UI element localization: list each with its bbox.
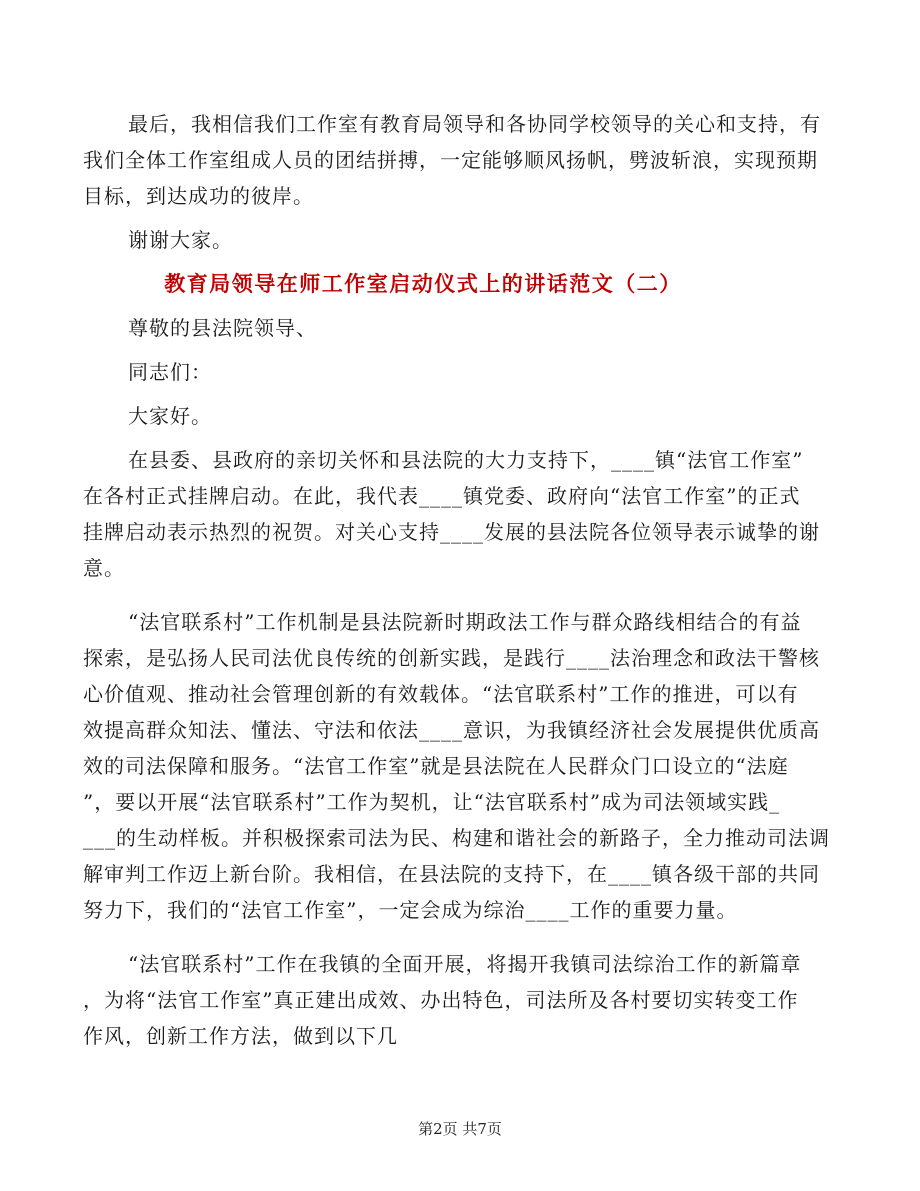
paragraph-requirements: [83, 946, 808, 1054]
text-line: ___的生动样板。并积极探索司法为民、构建和谐社会的新路子，全力推动司法调: [83, 826, 830, 850]
text-line: 效提高群众知法、懂法、守法和依法____意识，为我镇经济社会发展提供优质高: [83, 718, 820, 742]
text-line: “法官联系村”工作在我镇的全面开展，将揭开我镇司法综治工作的新篇章: [128, 952, 802, 976]
text-line: 挂牌启动表示热烈的祝贺。对关心支持____发展的县法院各位领导表示诚挚的谢: [83, 520, 820, 544]
text-line: 意。: [83, 556, 125, 580]
paragraph-closing-remarks: [83, 106, 821, 214]
section-title: 教育局领导在师工作室启动仪式上的讲话范文（二）: [164, 271, 682, 296]
greeting: 大家好。: [128, 404, 212, 428]
text-line: 解审判工作迈上新台阶。我相信，在县法院的支持下，在____镇各级干部的共同: [83, 862, 820, 886]
paragraph-mechanism: [83, 604, 830, 928]
text-line: 我们全体工作室组成人员的团结拼搏，一定能够顺风扬帆，劈波斩浪，实现预期: [83, 148, 818, 172]
text-line: 努力下，我们的“法官工作室”，一定会成为综治____工作的重要力量。: [83, 898, 738, 922]
text-line: 作风，创新工作方法，做到以下几: [83, 1024, 398, 1048]
text-line: 在各村正式挂牌启动。在此，我代表____镇党委、政府向“法官工作室”的正式: [83, 484, 801, 508]
text-line: 目标，到达成功的彼岸。: [83, 184, 314, 208]
text-line: 效的司法保障和服务。“法官工作室”就是县法院在人民群众门口设立的“法庭: [83, 754, 789, 778]
document-body: [83, 106, 830, 1054]
salutation-leaders: 尊敬的县法院领导、: [128, 316, 317, 340]
paragraph-launch: [83, 442, 820, 586]
text-line: ，为将“法官工作室”真正建出成效、办出特色，司法所及各村要切实转变工作: [83, 988, 799, 1012]
text-line: “法官联系村”工作机制是县法院新时期政法工作与群众路线相结合的有益: [128, 610, 802, 634]
text-line: 心价值观、推动社会管理创新的有效载体。“法官联系村”工作的推进，可以有: [83, 682, 799, 706]
text-line: 最后，我相信我们工作室有教育局领导和各协同学校领导的关心和支持，有: [128, 112, 821, 136]
text-line: ”，要以开展“法官联系村”工作为契机，让“法官联系村”成为司法领域实践_: [83, 790, 781, 814]
page-number: 第2页 共7页: [418, 1120, 502, 1138]
text-line: 探索，是弘扬人民司法优良传统的创新实践，是践行____法治理念和政法干警核: [83, 646, 820, 670]
salutation-comrades: 同志们：: [128, 360, 212, 384]
paragraph-thanks: 谢谢大家。: [128, 228, 233, 252]
text-line: 在县委、县政府的亲切关怀和县法院的大力支持下，____镇“法官工作室”: [128, 448, 804, 472]
